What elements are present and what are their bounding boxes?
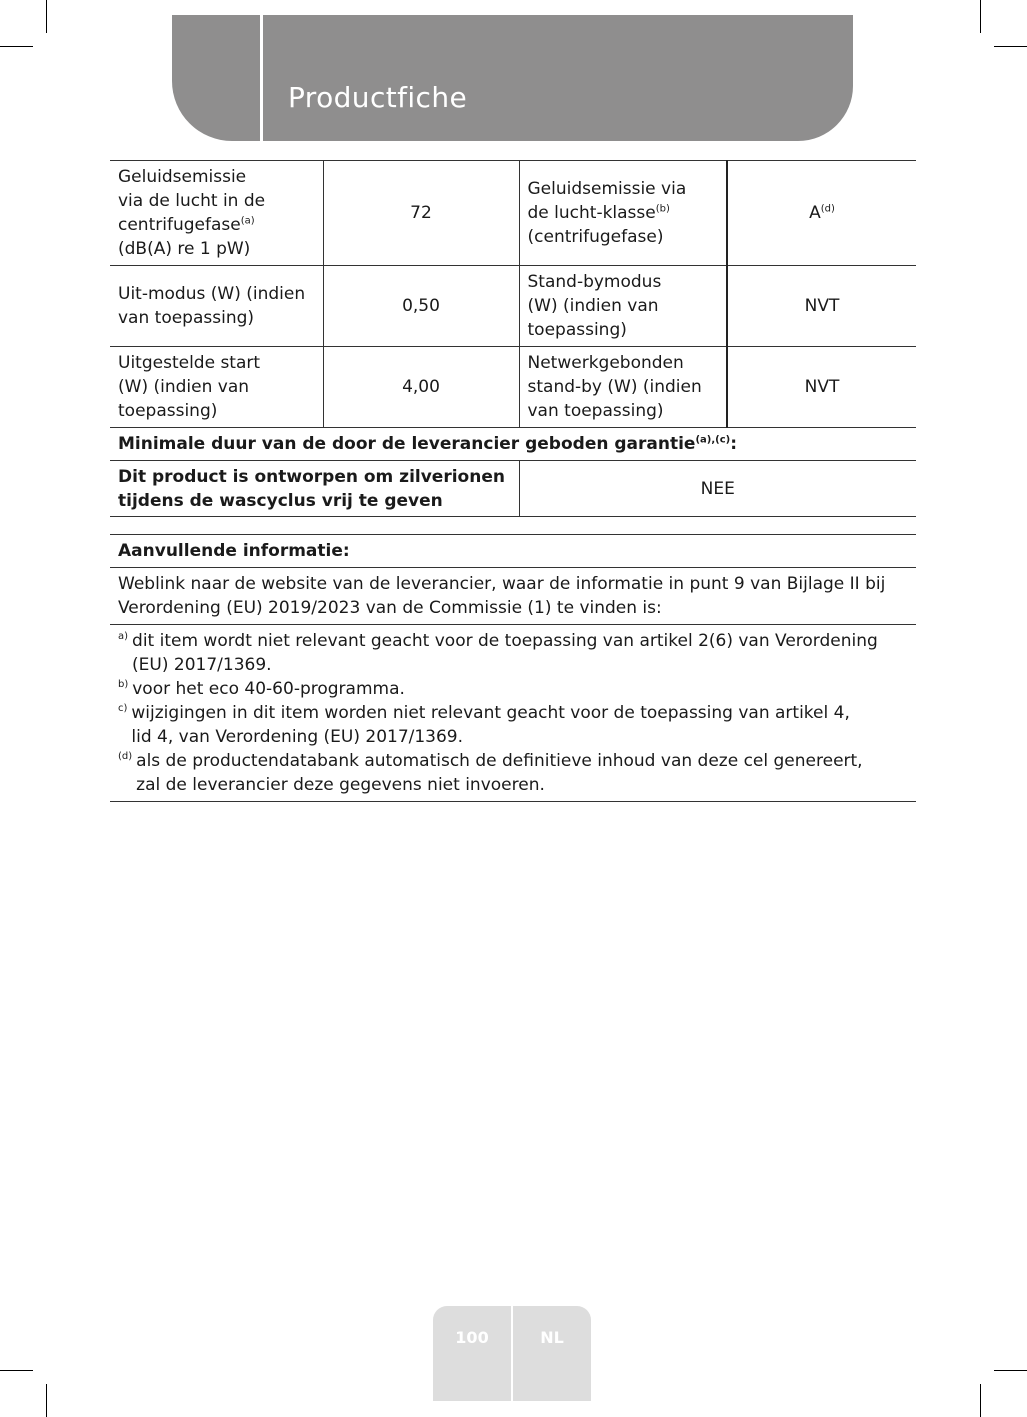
silver-label: Dit product is ontworpen om zilverionen tijdens de wascyclus vrij te geven: [110, 461, 519, 517]
footnote: c) wijzigingen in dit item worden niet relevant geacht voor de toepassing van artikel 4, lid 4, van Verordening (EU) 2017/1369.: [118, 703, 850, 747]
footnote-marker: (d): [118, 751, 133, 762]
crop-mark: [46, 0, 47, 33]
crop-mark: [994, 1370, 1027, 1371]
page-title: Productfiche: [288, 81, 468, 114]
row-value: 72: [323, 161, 519, 266]
header-divider: [260, 15, 263, 141]
crop-mark: [980, 0, 981, 33]
additional-info: [110, 534, 916, 802]
crop-mark: [46, 1384, 47, 1417]
row-value: NVT: [727, 266, 916, 347]
language-tab: [513, 1306, 591, 1401]
footnote: (d) als de productendatabank automatisch de definitieve inhoud van deze cel genereert, zal de leverancier deze gegevens niet invoeren.: [118, 751, 863, 795]
footnote-marker: b): [118, 679, 129, 690]
additional-info-title: Aanvullende informatie:: [110, 535, 916, 568]
page-header: [172, 15, 853, 141]
row-value: 4,00: [323, 347, 519, 428]
table-row: [110, 161, 916, 266]
row-label: Uitgestelde start (W) (indien van toepassing): [110, 347, 323, 428]
spec-table: [110, 160, 916, 517]
table-row: [110, 266, 916, 347]
weblink-text: Weblink naar de website van de leverancier, waar de informatie in punt 9 van Bijlage II bij Verordening (EU) 2019/2023 van de Commissie (1) te vinden is:: [110, 568, 916, 625]
row-value: NVT: [727, 347, 916, 428]
crop-mark: [0, 46, 33, 47]
crop-mark: [0, 1370, 33, 1371]
page-number: 100: [455, 1328, 489, 1347]
row-label: Netwerkgebonden stand-by (W) (indien van toepassing): [519, 347, 727, 428]
footnote-marker: c): [118, 703, 128, 714]
crop-mark: [994, 46, 1027, 47]
silver-value: NEE: [519, 461, 916, 517]
row-label: Uit-modus (W) (indien van toepassing): [110, 266, 323, 347]
crop-mark: [980, 1384, 981, 1417]
footnote: b) voor het eco 40-60-programma.: [118, 679, 405, 699]
silver-row: [110, 461, 916, 517]
row-label: Geluidsemissie via de lucht-klasse$^{(b)}$ (centrifugefase): [519, 161, 727, 266]
row-label: Geluidsemissie via de lucht in de centrifugefase$^{(a)}$ (dB(A) re 1 pW): [110, 161, 323, 266]
row-label: Stand-bymodus (W) (indien van toepassing): [519, 266, 727, 347]
footnote-marker: a): [118, 631, 129, 642]
page-number-tab: [433, 1306, 511, 1401]
language-label: NL: [540, 1328, 564, 1347]
footnotes: [110, 625, 916, 802]
product-sheet: [110, 160, 916, 802]
guarantee-row: [110, 428, 916, 461]
row-value: $A^{(d)}$: [727, 161, 916, 266]
footnote: a) dit item wordt niet relevant geacht voor de toepassing van artikel 2(6) van Verordening (EU) 2017/1369.: [118, 631, 878, 675]
guarantee-label: Minimale duur van de door de leverancier geboden garantie$^{(a),(c)}$:: [110, 428, 916, 461]
table-row: [110, 347, 916, 428]
row-value: 0,50: [323, 266, 519, 347]
